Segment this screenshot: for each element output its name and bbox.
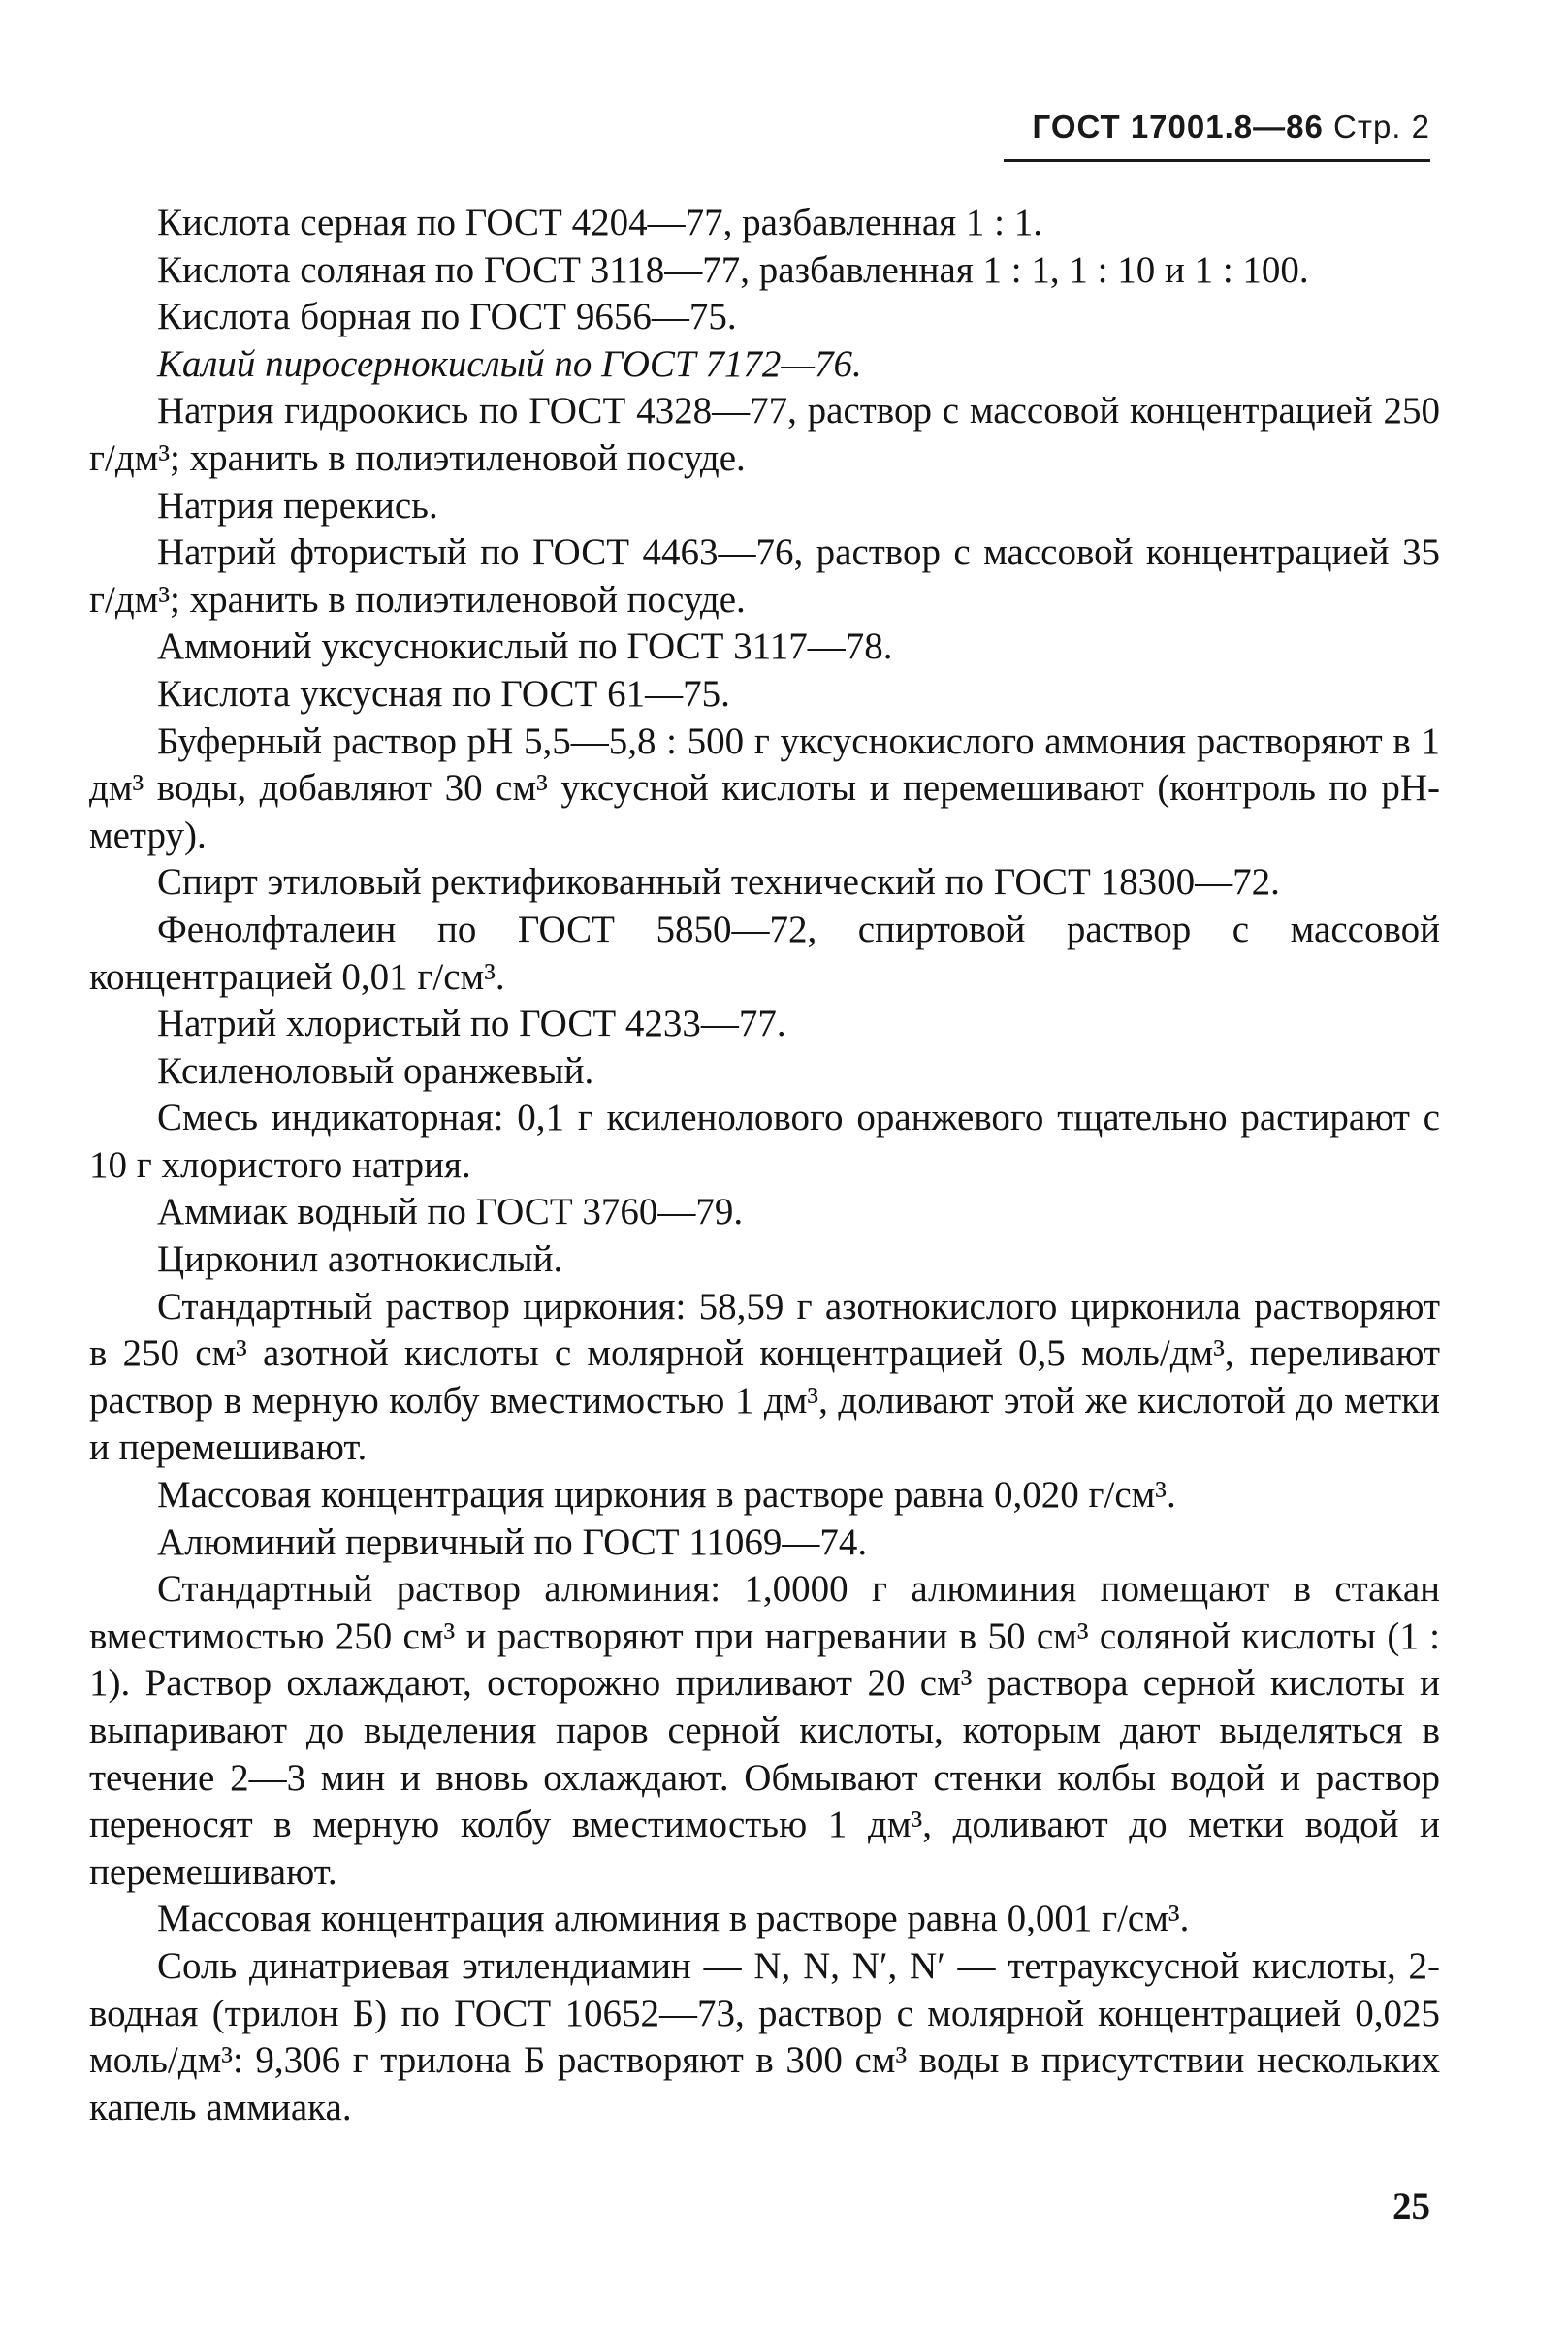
page-number: 25 [1392,2186,1430,2227]
paragraph: Стандартный раствор циркония: 58,59 г азотнокислого цирконила растворяют в 250 см³ азотной кислоты с молярной концентрацией 0,5 моль/дм³, переливают раствор в мерную колбу вместимостью 1 дм³, доливают этой же кислотой до метки и перемешивают. [89,1285,1440,1469]
paragraph: Калий пиросернокислый по ГОСТ 7172—76. [157,342,862,385]
paragraph: Массовая концентрация циркония в растворе равна 0,020 г/см³. [157,1474,1176,1517]
paragraph: Аммиак водный по ГОСТ 3760—79. [157,1191,744,1233]
paragraph: Натрия гидроокись по ГОСТ 4328—77, раствор с массовой концентрацией 250 г/дм³; хранить в полиэтиленовой посуде. [89,390,1440,479]
paragraph: Массовая концентрация алюминия в растворе равна 0,001 г/см³. [157,1898,1190,1940]
paragraph: Кислота уксусная по ГОСТ 61—75. [157,672,730,715]
paragraph: Смесь индикаторная: 0,1 г ксиленолового оранжевого тщательно растирают с 10 г хлористого натрия. [89,1097,1440,1186]
paragraph: Спирт этиловый ректификованный технический по ГОСТ 18300—72. [157,861,1280,904]
paragraph: Натрий хлористый по ГОСТ 4233—77. [157,1003,786,1045]
paragraph: Фенолфталеин по ГОСТ 5850—72, спиртовой раствор с массовой концентрацией 0,01 г/см³. [89,908,1440,998]
page-header [999,109,1430,145]
page-label: Стр. 2 [1333,109,1430,144]
paragraph: Буферный раствор pH 5,5—5,8 : 500 г уксуснокислого аммония растворяют в 1 дм³ воды, добавляют 30 см³ уксусной кислоты и перемешивают (контроль по pH-метру). [89,720,1440,856]
standard-code: ГОСТ 17001.8—86 [1032,109,1324,144]
header-rule [1004,159,1430,162]
paragraph: Кислота серная по ГОСТ 4204—77, разбавленная 1 : 1. [157,202,1042,243]
paragraph: Соль динатриевая этилендиамин — N, N, N′, N′ — тетрауксусной кислоты, 2-водная (трилон Б) по ГОСТ 10652—73, раствор с молярной концентрацией 0,025 моль/дм³: 9,306 г трилона Б растворяют в 300 см³ воды в присутствии нескольких капель аммиака. [89,1944,1440,2128]
paragraph: Алюминий первичный по ГОСТ 11069—74. [157,1520,868,1563]
paragraph: Кислота соляная по ГОСТ 3118—77, разбавленная 1 : 1, 1 : 10 и 1 : 100. [157,248,1309,291]
paragraph: Аммоний уксуснокислый по ГОСТ 3117—78. [157,625,893,668]
paragraph: Ксиленоловый оранжевый. [157,1049,594,1092]
paragraph: Натрий фтористый по ГОСТ 4463—76, раствор с массовой концентрацией 35 г/дм³; хранить в полиэтиленовой посуде. [89,531,1440,621]
paragraph: Цирконил азотнокислый. [157,1238,563,1281]
paragraph: Кислота борная по ГОСТ 9656—75. [157,296,737,338]
body-text [89,200,1440,2131]
paragraph: Натрия перекись. [157,484,438,527]
paragraph: Стандартный раствор алюминия: 1,0000 г алюминия помещают в стакан вместимостью 250 см³ и растворяют при нагревании в 50 см³ соляной кислоты (1 : 1). Раствор охлаждают, осторожно приливают 20 см³ раствора серной кислоты и выпаривают до выделения паров серной кислоты, которым дают выделяться в течение 2—3 мин и вновь охлаждают. Обмывают стенки колбы водой и раствор переносят в мерную колбу вместимостью 1 дм³, доливают до метки водой и перемешивают. [89,1568,1440,1893]
